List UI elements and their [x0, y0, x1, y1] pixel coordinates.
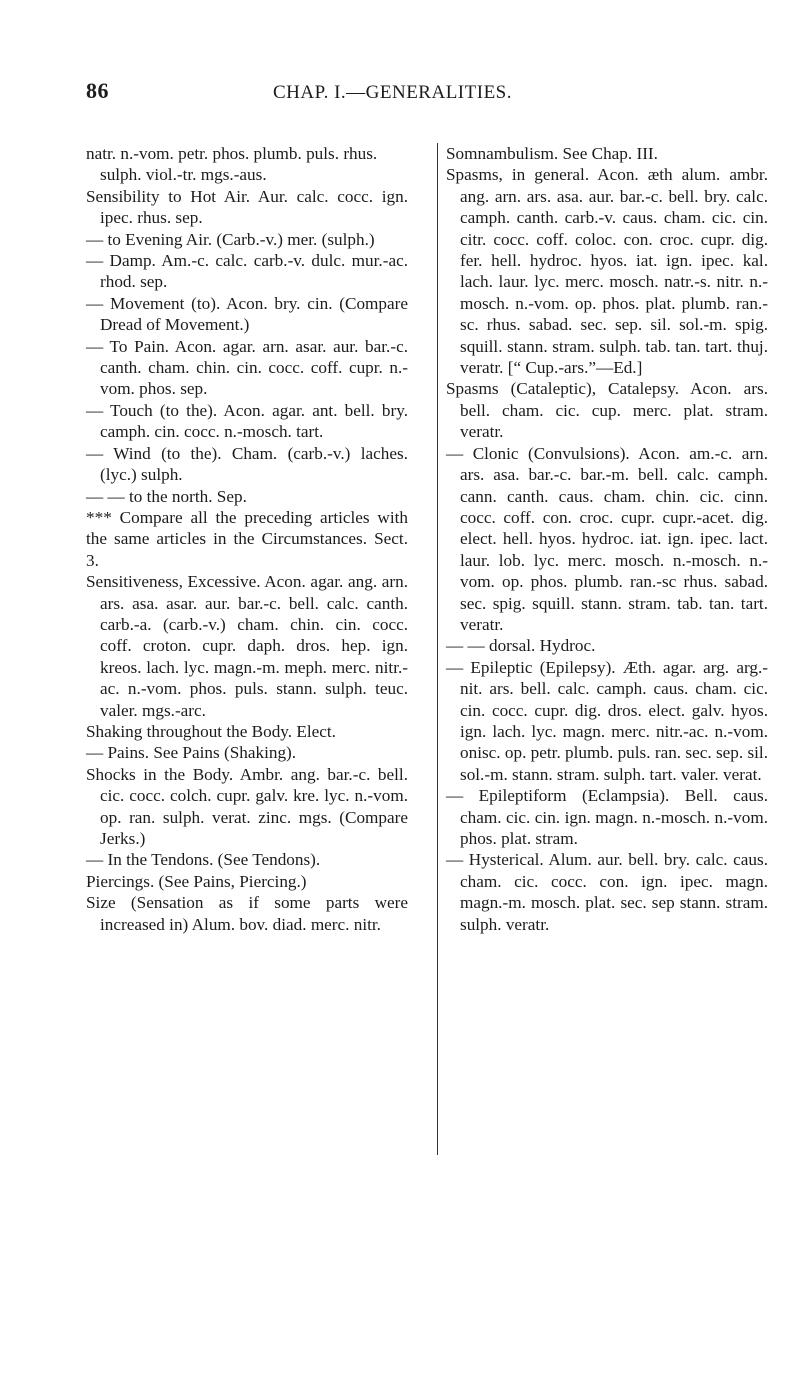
- index-entry: natr. n.-vom. petr. phos. plumb. puls. rhus. sulph. viol.-tr. mgs.-aus.: [86, 144, 378, 185]
- index-entry: — Wind (to the). Cham. (carb.-v.) laches. (lyc.) sulph.: [86, 443, 408, 485]
- index-entry: — — to the north. Sep.: [86, 486, 247, 506]
- index-entry: Size (Sensation as if some parts were increased in) Alum. bov. diad. merc. nitr.: [86, 893, 408, 934]
- left-column: [86, 143, 408, 935]
- index-entry: — Clonic (Convulsions). Acon. am.-c. arn. ars. asa. bar.-c. bar.-m. bell. calc. camph. cann. canth. caus. cham. chin. cic. cinn. cocc. coff. con. croc. cupr. cupr.-acet. dig. elect. hell. hyos. hydroc. iat. ign. ipec. lact. laur. lob. lyc. merc. mosch. n.-mosch. n.-vom. op. phos. plumb. ran.-sc rhus. sabad. sec. spig. squill. stann. stram. tab. tan. tart. veratr.: [446, 443, 768, 634]
- index-entry: — To Pain. Acon. agar. arn. asar. aur. bar.-c. canth. cham. chin. cin. cocc. coff. cupr. n.-vom. phos. sep.: [86, 336, 408, 399]
- index-entry: Shaking throughout the Body. Elect.: [86, 721, 336, 741]
- column-divider: [437, 143, 438, 1155]
- index-entry: — to Evening Air. (Carb.-v.) mer. (sulph.): [86, 229, 375, 249]
- index-entry: — — dorsal. Hydroc.: [446, 636, 596, 656]
- index-entry: *** Compare all the preceding articles with the same articles in the Circumstances. Sect. 3.: [86, 507, 408, 570]
- index-entry: — Epileptiform (Eclampsia). Bell. caus. cham. cic. cin. ign. magn. n.-mosch. n.-vom. phos. plat. stram.: [446, 786, 768, 848]
- index-entry: Spasms, in general. Acon. æth alum. ambr. ang. arn. ars. asa. aur. bar.-c. bell. bry. calc. camph. canth. carb.-v. caus. cham. cic. cin. citr. cocc. coff. coloc. con. croc. cupr. dig. fer. hell. hydroc. hyos. iat. ign. ipec. kal. lach. laur. lyc. merc. mosch. natr.-s. nitr. n.-mosch. n.-vom. op. phos. plat. plumb. ran.-sc. rhus. sabad. sec. sep. sil. sol.-m. spig. squill. stann. stram. sulph. tab. tan. tart. thuj. veratr. [“ Cup.-ars.”—Ed.]: [446, 165, 768, 378]
- index-entry: — Touch (to the). Acon. agar. ant. bell. bry. camph. cin. cocc. n.-mosch. tart.: [86, 400, 408, 442]
- index-entry: Sensitiveness, Excessive. Acon. agar. ang. arn. ars. asa. asar. aur. bar.-c. bell. calc. canth. carb.-a. (carb.-v.) cham. chin. cin. cocc. coff. croton. cupr. daph. dros. hep. ign. kreos. lach. lyc. magn.-m. meph. merc. nitr.-ac. n.-vom. phos. puls. stann. sulph. teuc. valer. mgs.-arc.: [86, 572, 408, 720]
- index-entry: — Epileptic (Epilepsy). Æth. agar. arg. arg.-nit. ars. bell. calc. camph. caus. cham. cic. cin. cocc. cupr. dig. dros. elect. galv. hyos. ign. lach. lyc. magn. merc. nitr.-ac. n.-vom. onisc. op. petr. plumb. puls. ran. sec. sep. sil. sol.-m. stann. stram. sulph. tart. valer. verat.: [446, 657, 768, 784]
- index-entry: Spasms (Cataleptic), Catalepsy. Acon. ars. bell. cham. cic. cup. merc. plat. stram. veratr.: [446, 379, 768, 442]
- index-entry: Somnambulism. See Chap. III.: [446, 144, 658, 163]
- index-entry: — Movement (to). Acon. bry. cin. (Compare Dread of Movement.): [86, 293, 408, 335]
- index-entry: Sensibility to Hot Air. Aur. calc. cocc. ign. ipec. rhus. sep.: [86, 186, 408, 228]
- page-header: [86, 78, 716, 104]
- index-entry: Shocks in the Body. Ambr. ang. bar.-c. bell. cic. cocc. colch. cupr. galv. kre. lyc. n.-vom. op. ran. sulph. verat. zinc. mgs. (Compare Jerks.): [86, 764, 408, 848]
- running-title: CHAP. I.—GENERALITIES.: [273, 82, 512, 103]
- page-number: 86: [86, 78, 109, 103]
- right-column: [446, 143, 768, 935]
- index-entry: Piercings. (See Pains, Piercing.): [86, 871, 307, 891]
- index-entry: — In the Tendons. (See Tendons).: [86, 850, 321, 870]
- index-entry: — Hysterical. Alum. aur. bell. bry. calc. caus. cham. cic. cocc. con. ign. ipec. magn. magn.-m. mosch. plat. sec. sep stann. stram. sulph. veratr.: [446, 850, 768, 934]
- index-entry: — Damp. Am.-c. calc. carb.-v. dulc. mur.-ac. rhod. sep.: [86, 251, 408, 292]
- index-entry: — Pains. See Pains (Shaking).: [86, 743, 297, 763]
